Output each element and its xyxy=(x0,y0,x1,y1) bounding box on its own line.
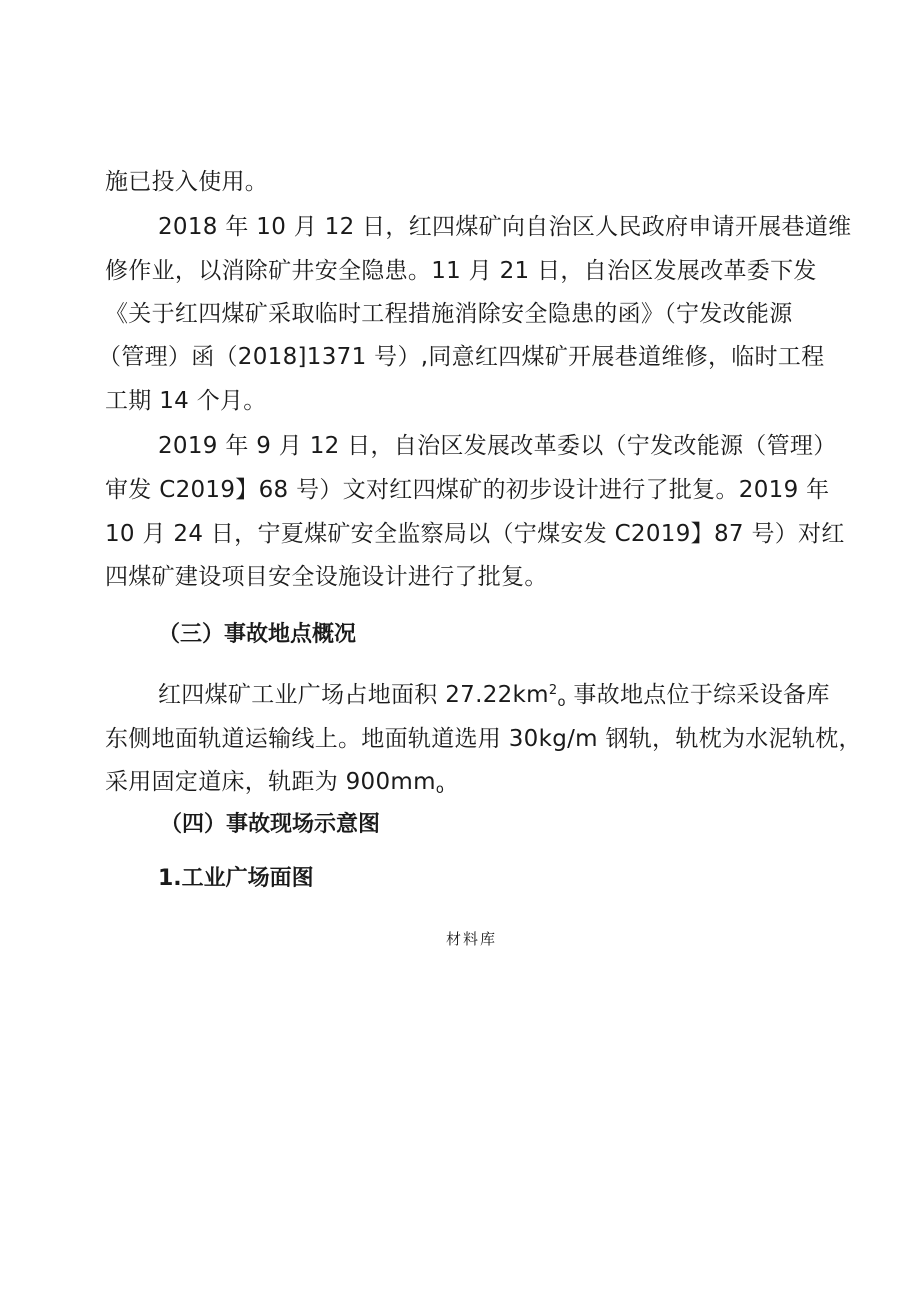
body-line: 四煤矿建设项目安全设施设计进行了批复。 xyxy=(105,564,548,590)
subscript: o xyxy=(557,695,566,710)
body-line: 工期 14 个月。 xyxy=(105,388,267,414)
body-line: 审发 C2019】68 号）文对红四煤矿的初步设计进行了批复。2019 年 xyxy=(105,477,830,503)
superscript: 2 xyxy=(548,683,558,698)
body-line: 10 月 24 日，宁夏煤矿安全监察局以（宁煤安发 C2019】87 号）对红 xyxy=(105,521,845,547)
section-heading: （三）事故地点概况 xyxy=(158,622,357,647)
body-line xyxy=(158,680,830,710)
body-line: 2018 年 10 月 12 日，红四煤矿向自治区人民政府申请开展巷道维 xyxy=(158,214,852,240)
subsection-heading: 1.工业广场面图 xyxy=(158,866,314,891)
body-line: 2019 年 9 月 12 日，自治区发展改革委以（宁发改能源（管理） xyxy=(158,433,837,459)
body-line: 修作业，以消除矿井安全隐患。11 月 21 日，自治区发展改革委下发 xyxy=(105,258,817,284)
figure-label: 材料库 xyxy=(446,930,498,948)
body-text: 采用固定道床，轨距为 900mm xyxy=(105,769,436,795)
section-heading: （四）事故现场示意图 xyxy=(160,812,381,837)
body-line: （管理）函（2018]1371 号）,同意红四煤矿开展巷道维修，临时工程 xyxy=(98,344,825,370)
body-line xyxy=(105,767,444,797)
body-line: 施已投入使用。 xyxy=(105,169,269,195)
body-line: 东侧地面轨道运输线上。地面轨道选用 30kg/m 钢轨，轨枕为水泥轨枕， xyxy=(105,726,862,752)
body-text: 事故地点位于综采设备库 xyxy=(565,682,830,708)
subscript: o xyxy=(435,782,445,797)
body-line: 《关于红四煤矿采取临时工程措施消除安全隐患的函》（宁发改能源 xyxy=(105,301,793,327)
body-text: 红四煤矿工业广场占地面积 27.22km xyxy=(158,682,549,708)
